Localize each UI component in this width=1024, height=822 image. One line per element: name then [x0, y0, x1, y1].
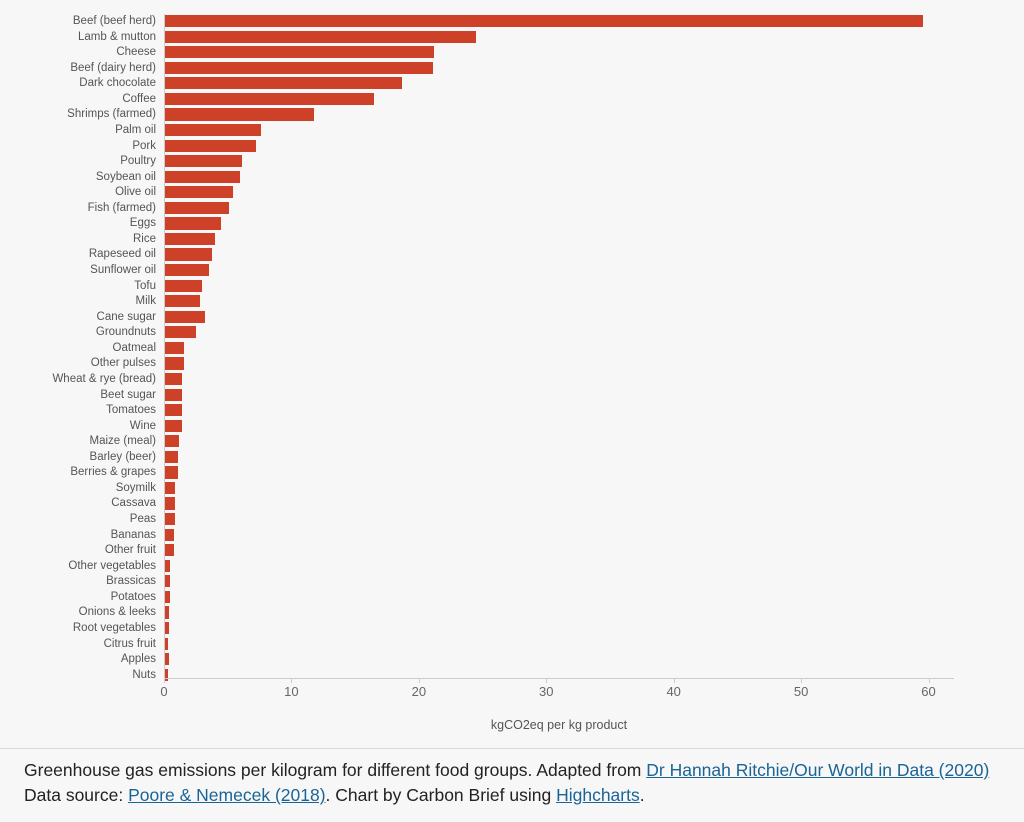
category-label: Milk	[135, 295, 156, 308]
category-label: Root vegetables	[72, 621, 156, 634]
bar[interactable]	[164, 529, 174, 541]
bar[interactable]	[164, 77, 402, 89]
bar-row	[132, 139, 954, 154]
x-tick	[419, 678, 420, 683]
bar-row	[90, 356, 954, 371]
category-label: Soymilk	[115, 481, 156, 494]
x-tick	[929, 678, 930, 683]
bar[interactable]	[164, 171, 240, 183]
caption-text-2: Data source:	[24, 785, 129, 805]
caption-text-4: .	[639, 785, 645, 805]
bar-row	[87, 201, 954, 216]
caption-divider	[0, 748, 1024, 749]
x-tick-label: 50	[793, 684, 809, 699]
bar[interactable]	[164, 248, 212, 260]
bar-row	[134, 279, 954, 294]
bar[interactable]	[164, 404, 182, 416]
x-tick	[164, 678, 165, 683]
bar-row	[122, 92, 954, 107]
category-label: Peas	[129, 513, 156, 525]
x-tick	[801, 678, 802, 683]
bar-row	[115, 185, 954, 200]
category-label: Onions & leeks	[78, 606, 156, 619]
x-tick-label: 20	[411, 684, 427, 699]
category-label: Fish (farmed)	[87, 201, 156, 214]
bar[interactable]	[164, 155, 242, 167]
category-label: Sunflower oil	[90, 264, 156, 276]
bar-row	[129, 419, 954, 434]
bar-row	[110, 590, 954, 605]
bar[interactable]	[164, 31, 476, 43]
category-label: Dark chocolate	[79, 77, 156, 90]
bar[interactable]	[164, 389, 182, 401]
category-label: Other pulses	[90, 357, 156, 370]
x-tick-label: 0	[160, 684, 168, 699]
category-label: Nuts	[132, 668, 156, 681]
category-label: Poultry	[120, 155, 156, 168]
bar-row	[89, 450, 954, 465]
bar-row	[70, 61, 954, 76]
bar-row	[88, 247, 954, 262]
bar[interactable]	[164, 544, 174, 556]
bar-row	[106, 574, 954, 589]
category-label: Lamb & mutton	[78, 30, 156, 43]
category-label: Wheat & rye (bread)	[52, 372, 156, 385]
bar-row	[116, 45, 954, 60]
bar[interactable]	[164, 15, 923, 27]
x-tick-label: 60	[921, 684, 936, 699]
bar-row	[100, 388, 954, 403]
bar-row	[89, 434, 954, 449]
category-label: Tomatoes	[106, 404, 156, 417]
chart-caption	[24, 758, 1000, 808]
bar-row	[132, 232, 954, 247]
bar-rows	[52, 14, 954, 681]
y-axis-line	[164, 14, 165, 678]
bar-row	[129, 512, 954, 527]
bar[interactable]	[164, 482, 175, 494]
x-axis-title: kgCO2eq per kg product	[490, 718, 628, 732]
bar-row	[72, 14, 954, 29]
category-label: Barley (beer)	[89, 450, 156, 463]
bar[interactable]	[164, 217, 221, 229]
bar[interactable]	[164, 513, 175, 525]
bar-row	[78, 30, 954, 45]
bar[interactable]	[164, 124, 261, 136]
x-tick	[291, 678, 292, 683]
plot-area	[52, 14, 954, 681]
bar[interactable]	[164, 326, 196, 338]
bar-row	[72, 621, 954, 636]
bar[interactable]	[164, 342, 184, 354]
category-label: Soybean oil	[95, 170, 156, 183]
x-axis-line	[164, 678, 954, 679]
category-label: Groundnuts	[95, 326, 156, 339]
bar-row	[95, 170, 954, 185]
category-label: Citrus fruit	[103, 637, 156, 650]
bar-row	[120, 154, 954, 169]
bar[interactable]	[164, 311, 205, 323]
bar[interactable]	[164, 295, 200, 307]
category-label: Apples	[120, 653, 156, 666]
bar-row	[106, 403, 954, 418]
caption-text-1: Greenhouse gas emissions per kilogram for different food groups. Adapted from	[24, 760, 647, 780]
bar-row	[115, 481, 954, 496]
category-label: Pork	[132, 139, 156, 152]
bar-row	[120, 652, 954, 667]
category-label: Oatmeal	[112, 341, 156, 354]
bar[interactable]	[164, 451, 178, 463]
bar-row	[70, 465, 954, 480]
bar[interactable]	[164, 202, 229, 214]
bar[interactable]	[164, 186, 233, 198]
category-label: Beef (beef herd)	[72, 15, 156, 27]
category-label: Rapeseed oil	[88, 248, 156, 261]
category-label: Tofu	[134, 279, 156, 292]
category-label: Other vegetables	[68, 559, 156, 572]
caption-link-highcharts[interactable]: Highcharts	[556, 785, 640, 805]
x-tick-label: 30	[539, 684, 554, 699]
bar[interactable]	[164, 264, 209, 276]
category-label: Brassicas	[106, 575, 156, 588]
bar[interactable]	[164, 497, 175, 509]
x-tick	[546, 678, 547, 683]
category-label: Cheese	[116, 46, 156, 59]
category-label: Eggs	[129, 217, 156, 230]
bar-row	[112, 341, 954, 356]
bar-row	[78, 605, 954, 620]
category-label: Palm oil	[115, 123, 156, 136]
x-axis	[160, 678, 954, 708]
bar-row	[104, 543, 954, 558]
category-label: Other fruit	[104, 544, 156, 557]
bar[interactable]	[164, 233, 215, 245]
bar[interactable]	[164, 46, 434, 58]
bar[interactable]	[164, 466, 178, 478]
bar-row	[52, 372, 954, 387]
caption-text-3: . Chart by Carbon Brief using	[325, 785, 557, 805]
bar[interactable]	[164, 93, 374, 105]
category-label: Coffee	[122, 92, 156, 105]
bar[interactable]	[164, 435, 179, 447]
category-label: Rice	[132, 232, 156, 245]
bar-row	[110, 528, 954, 543]
bar[interactable]	[164, 108, 314, 120]
category-label: Beet sugar	[100, 388, 156, 401]
bar[interactable]	[164, 62, 433, 74]
bar[interactable]	[164, 140, 256, 152]
x-tick-label: 10	[284, 684, 299, 699]
bar-row	[111, 496, 954, 511]
bar-row	[96, 310, 954, 325]
category-label: Maize (meal)	[89, 435, 156, 448]
category-label: Bananas	[110, 528, 156, 541]
bar-row	[103, 637, 954, 652]
category-label: Berries & grapes	[70, 466, 156, 479]
category-label: Beef (dairy herd)	[70, 61, 156, 74]
bar-row	[129, 216, 954, 231]
category-label: Wine	[129, 419, 156, 432]
category-label: Shrimps (farmed)	[67, 108, 156, 121]
bar-row	[68, 559, 954, 574]
bar-row	[115, 123, 954, 138]
x-tick-label: 40	[666, 684, 681, 699]
bar[interactable]	[164, 280, 202, 292]
bar[interactable]	[164, 420, 182, 432]
category-label: Potatoes	[110, 590, 156, 603]
category-label: Cane sugar	[96, 310, 156, 323]
bar-row	[90, 263, 954, 278]
bar-row	[95, 325, 954, 340]
caption-link-source[interactable]: Poore & Nemecek (2018)	[128, 785, 326, 805]
bar-row	[135, 294, 954, 309]
bar[interactable]	[164, 373, 182, 385]
caption-link-owid[interactable]: Dr Hannah Ritchie/Our World in Data (2020)	[646, 760, 990, 780]
category-label: Cassava	[111, 497, 156, 510]
bar[interactable]	[164, 357, 184, 369]
bar-row	[79, 76, 954, 91]
x-tick	[674, 678, 675, 683]
bar-row	[67, 107, 954, 122]
category-label: Olive oil	[115, 186, 156, 199]
